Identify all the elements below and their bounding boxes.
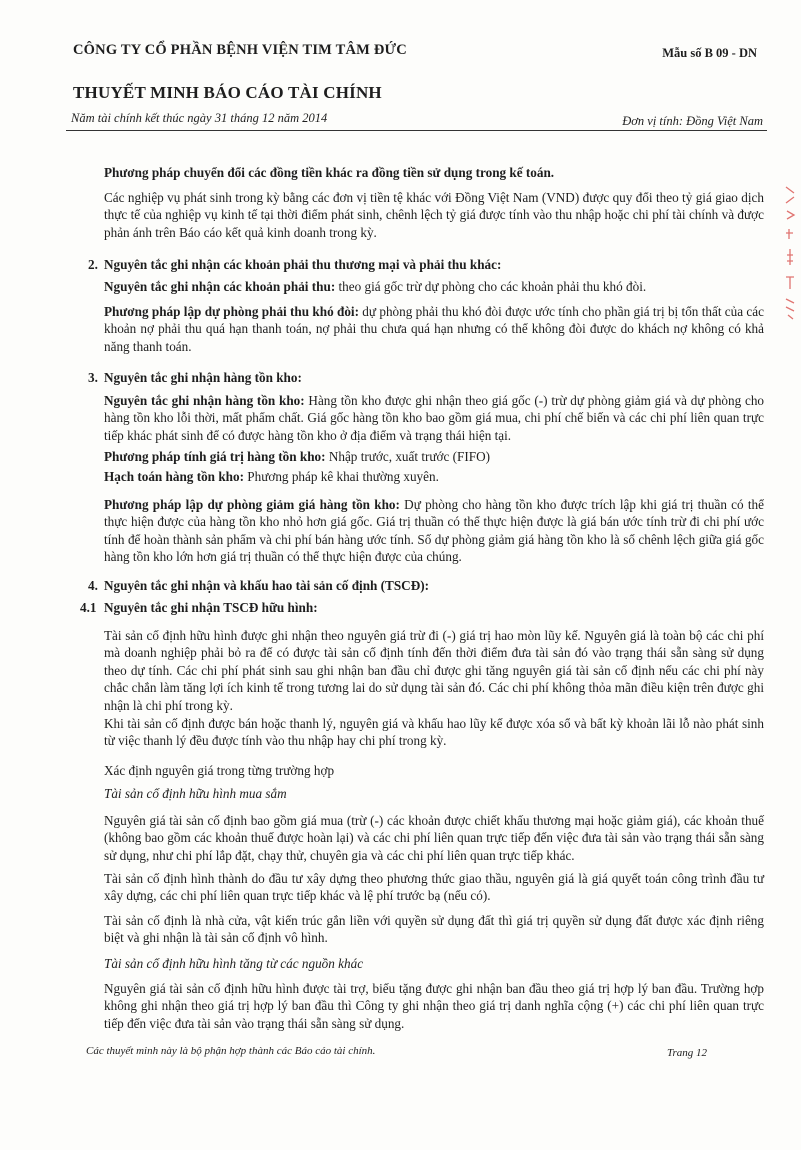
s2-paragraph-1 [104,278,764,295]
s2-p1-text: theo giá gốc trừ dự phòng cho các khoản phải thu khó đòi. [335,279,647,294]
s4-paragraph-6: Tài sản cố định hình thành do đầu tư xây dựng theo phương thức giao thầu, nguyên giá là giá quyết toán công trình đầu tư xây dựng, các chi phí liên quan trực tiếp khác và lệ phí trước bạ (nếu có). [104,871,764,904]
s3-p2-text: Nhập trước, xuất trước (FIFO) [325,449,491,464]
s3-p2-label: Phương pháp tính giá trị hàng tồn kho: [104,449,326,464]
form-number: Mẫu số B 09 - DN [662,46,757,60]
s2-p1-label: Nguyên tắc ghi nhận các khoản phải thu: [104,279,336,294]
stamp-edge-mark [783,185,797,320]
s3-number: 3. [88,370,98,385]
s2-heading-text: Nguyên tắc ghi nhận các khoản phải thu thương mại và phải thu khác: [104,257,502,272]
s3-paragraph-3 [104,468,764,485]
s2-number: 2. [88,257,98,272]
s4-subheading-other-sources: Tài sản cố định hữu hình tăng từ các nguồn khác [104,956,364,971]
s3-heading [88,369,748,386]
s3-heading-text: Nguyên tắc ghi nhận hàng tồn kho: [104,370,302,385]
s4-paragraph-9: Nguyên giá tài sản cố định hữu hình được tài trợ, biếu tặng được ghi nhận ban đầu theo giá trị hợp lý ban đầu. Trường hợp không ghi nhận theo giá trị hợp lý ban đầu thì Công ty ghi nhận theo giá trị danh nghĩa cộng (+) các chi phí liên quan trực tiếp đến việc đưa tài sản vào trạng thái sẵn sàng sử dụng. [104,981,764,1031]
s4-paragraph-5: Nguyên giá tài sản cố định bao gồm giá mua (trừ (-) các khoản được chiết khấu thương mại hoặc giảm giá), các khoản thuế (không bao gồm các khoản thuế được hoàn lại) và các chi phí liên quan trực tiếp đến việc đưa tài sản vào trạng thái sẵn sàng sử dụng, như chi phí lắp đặt, chạy thử, chuyên gia và các chi phí liên quan trực tiếp khác. [104,813,764,863]
s4-heading [88,577,748,594]
s1-paragraph: Các nghiệp vụ phát sinh trong kỳ bằng các đơn vị tiền tệ khác với Đồng Việt Nam (VND) được quy đổi theo tỷ giá giao dịch thực tế của nghiệp vụ kinh tế tại thời điểm phát sinh, chênh lệch tỷ giá được tính vào thu nhập hoặc chi phí tài chính và được phản ánh trên Báo cáo kết quả kinh doanh trong kỳ. [104,190,764,240]
s2-paragraph-2 [104,303,764,355]
s3-p4-text: Dự phòng cho hàng tồn kho được trích lập khi giá trị thuần có thể thực hiện được của hàng tồn kho nhỏ hơn giá gốc. Giá trị thuần có thể thực hiện được là giá bán ước tính trừ đi chi phí ước tính để hoàn thành sản phẩm và chi phí bán hàng ước tính. Số dự phòng giảm giá hàng tồn kho là số chênh lệch giữa giá gốc hàng tồn kho lớn hơn giá trị thuần có thể thực hiện được của chúng. [104,497,764,565]
s41-heading [80,599,740,616]
s4-number: 4. [88,578,98,593]
s3-p1-text: Hàng tồn kho được ghi nhận theo giá gốc (-) trừ dự phòng giảm giá và dự phòng cho hàng tồn kho lỗi thời, mất phẩm chất. Giá gốc hàng tồn kho bao gồm giá mua, chi phí chế biến và các chi phí liên quan trực tiếp khác phát sinh để có được hàng tồn kho ở địa điểm và trạng thái hiện tại. [104,393,765,443]
s2-heading [88,256,748,273]
s3-p4-label: Phương pháp lập dự phòng giảm giá hàng tồn kho: [104,497,400,512]
footer-note: Các thuyết minh này là bộ phận hợp thành các Báo cáo tài chính. [86,1045,376,1057]
s4-paragraph-3: Xác định nguyên giá trong từng trường hợp [104,763,335,778]
s4-subheading-purchased: Tài sản cố định hữu hình mua sắm [104,786,287,801]
page-number: Trang 12 [667,1047,708,1059]
currency-unit: Đơn vị tính: Đồng Việt Nam [622,114,763,128]
s1-heading: Phương pháp chuyển đổi các đồng tiền khác ra đồng tiền sử dụng trong kế toán. [104,165,555,180]
fiscal-year: Năm tài chính kết thúc ngày 31 tháng 12 năm 2014 [71,111,328,125]
s41-number: 4.1 [80,600,97,615]
s3-p1-label: Nguyên tắc ghi nhận hàng tồn kho: [104,393,305,408]
report-title: THUYẾT MINH BÁO CÁO TÀI CHÍNH [73,83,382,102]
s4-paragraph-2: Khi tài sản cố định được bán hoặc thanh lý, nguyên giá và khấu hao lũy kế được xóa sổ và bất kỳ khoản lãi lỗ nào phát sinh từ việc thanh lý đều được tính vào thu nhập hay chi phí trong kỳ. [104,716,764,749]
s4-paragraph-7: Tài sản cố định là nhà cửa, vật kiến trúc gắn liền với quyền sử dụng đất thì giá trị quyền sử dụng đất được xác định riêng biệt và ghi nhận là tài sản cố định vô hình. [104,913,764,946]
s3-paragraph-4 [104,496,764,566]
s41-heading-text: Nguyên tắc ghi nhận TSCĐ hữu hình: [104,600,318,615]
s3-paragraph-2 [104,448,764,465]
header-divider [66,130,767,131]
s3-p3-label: Hạch toán hàng tồn kho: [104,469,244,484]
s2-p2-text: dự phòng phải thu khó đòi được ước tính cho phần giá trị bị tổn thất của các khoản nợ phải thu quá hạn thanh toán, nợ phải thu chưa quá hạn nhưng có thể không đòi được do khách nợ không có khả năng thanh toán. [104,304,764,354]
s4-heading-text: Nguyên tắc ghi nhận và khấu hao tài sản cố định (TSCĐ): [104,578,430,593]
s3-paragraph-1 [104,392,764,444]
s4-paragraph-1: Tài sản cố định hữu hình được ghi nhận theo nguyên giá trừ đi (-) giá trị hao mòn lũy kế. Nguyên giá là toàn bộ các chi phí mà doanh nghiệp phải bỏ ra để có được tài sản cố định tính đến thời điểm đưa tài sản đó vào trạng thái sẵn sàng sử dụng theo dự tính. Các chi phí phát sinh sau ghi nhận ban đầu chỉ được ghi tăng nguyên giá tài sản cố định nếu các chi phí này chắc chắn làm tăng lợi ích kinh tế trong tương lai do sử dụng tài sản đó. Các chi phí không thỏa mãn điều kiện trên được ghi nhận là chi phí trong kỳ. [104,628,764,713]
s2-p2-label: Phương pháp lập dự phòng phải thu khó đòi: [104,304,359,319]
company-name: CÔNG TY CỔ PHẦN BỆNH VIỆN TIM TÂM ĐỨC [73,42,407,58]
s3-p3-text: Phương pháp kê khai thường xuyên. [243,469,439,484]
